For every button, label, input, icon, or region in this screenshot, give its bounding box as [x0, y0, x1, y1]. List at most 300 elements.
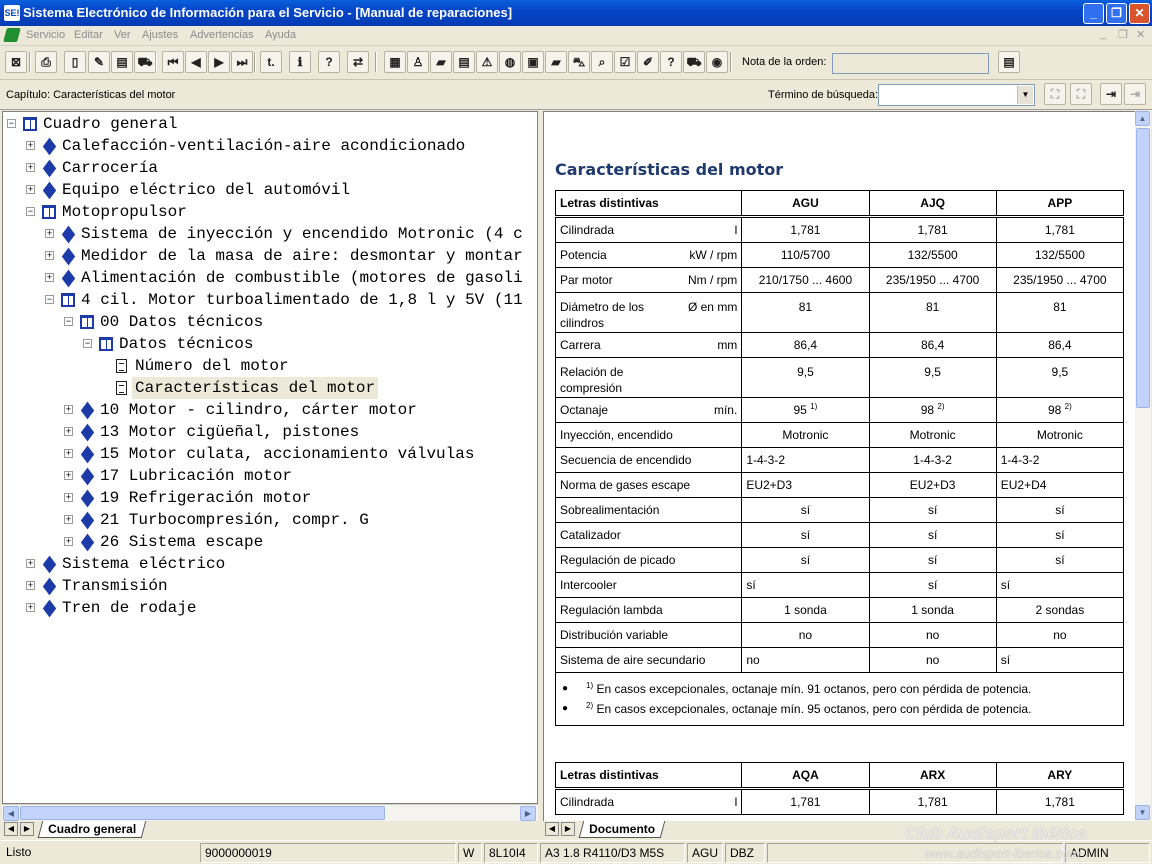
tree-node-label: Tren de rodaje [62, 599, 197, 617]
checklist-icon[interactable]: ☑ [614, 51, 636, 73]
tree-node-label: Calefacción-ventilación-aire acondicionado [62, 137, 466, 155]
row-label: Norma de gases escape [560, 478, 691, 492]
row-unit: mín. [713, 403, 738, 417]
cell-value: 1-4-3-2 [913, 453, 952, 467]
scroll-down-icon[interactable]: ▼ [1135, 805, 1150, 820]
tree-node-label: 10 Motor - cilindro, cárter motor [100, 401, 417, 419]
collapse-icon[interactable]: − [8, 118, 15, 128]
table-cell [869, 648, 996, 673]
closed-book-icon [43, 578, 56, 596]
tree-node-label: Carrocería [62, 159, 159, 177]
status-user: ADMIN [1065, 843, 1150, 863]
jump-in-icon[interactable]: ⇥ [1100, 83, 1122, 105]
open-book-icon [61, 293, 75, 307]
table-cell [869, 623, 996, 648]
cell-value: 81 [925, 300, 940, 314]
cell-value: 1,781 [917, 223, 948, 237]
table-cell [742, 548, 869, 573]
footnote-ref: 2) [1064, 402, 1072, 411]
table-row [556, 423, 1124, 448]
status-w: W [458, 843, 482, 863]
row-label: Intercooler [560, 578, 617, 592]
table-cell [996, 473, 1123, 498]
cell-value: 9,5 [797, 365, 814, 379]
row-label: Carrera [560, 338, 601, 352]
status-text: Listo [6, 845, 32, 859]
table-row [556, 523, 1124, 548]
table-cell [742, 473, 869, 498]
row-label: Regulación lambda [560, 603, 663, 617]
closed-book-icon [81, 512, 94, 530]
table-cell [996, 333, 1123, 358]
cell-value: sí [927, 528, 938, 542]
tab-prev-icon[interactable]: ◀ [545, 822, 559, 836]
menu-ajustes[interactable]: Ajustes [142, 29, 179, 41]
cell-value: EU2+D4 [1000, 478, 1047, 492]
car-icon[interactable]: ⛟ [134, 51, 156, 73]
cell-value: Motronic [909, 428, 956, 442]
status-order-number: 9000000019 [200, 843, 456, 863]
footnote-text: En casos excepcionales, octanaje mín. 95 octanos, pero con pérdida de potencia. [596, 702, 1032, 716]
row-label: Relación de compresión [560, 365, 624, 395]
tree-node-label: 19 Refrigeración motor [100, 489, 312, 507]
title-bar [0, 0, 1152, 26]
disk-icon[interactable]: ◉ [706, 51, 728, 73]
row-label: Inyección, encendido [560, 428, 673, 442]
tree-node-label: 4 cil. Motor turboalimentado de 1,8 l y 5V (11 [81, 291, 523, 309]
info-icon[interactable]: ℹ [289, 51, 311, 73]
closed-book-icon [81, 534, 94, 552]
table-cell [742, 243, 869, 268]
table-cell [996, 598, 1123, 623]
cell-value: 1-4-3-2 [1000, 453, 1040, 467]
scroll-thumb[interactable] [1136, 128, 1150, 408]
cell-value: sí [800, 528, 811, 542]
search-next-icon[interactable]: ⛶ [1070, 83, 1092, 105]
cell-value: no [746, 653, 760, 667]
table-cell [869, 217, 996, 243]
toolbar-separator [29, 52, 31, 72]
cell-value: no [925, 653, 940, 667]
table-cell [742, 573, 869, 598]
cell-value: sí [800, 553, 811, 567]
list-icon[interactable]: ▤ [453, 51, 475, 73]
table-row [556, 217, 1124, 243]
footnote-ref: 1) [810, 402, 818, 411]
scroll-up-icon[interactable]: ▲ [1135, 111, 1150, 126]
tree-node-label: Sistema eléctrico [62, 555, 226, 573]
watermark-url: www.audisport-iberica.com [925, 846, 1081, 861]
table-cell [869, 243, 996, 268]
person-icon[interactable]: ♙ [407, 51, 429, 73]
table-row [556, 548, 1124, 573]
cell-value: no [1053, 628, 1067, 642]
row-label: Octanaje [560, 403, 609, 417]
menu-bar [0, 26, 1152, 46]
search-term-select[interactable] [878, 84, 1035, 106]
table-cell [869, 333, 996, 358]
row-unit: l [734, 795, 738, 809]
collapse-icon[interactable]: − [65, 316, 72, 326]
cell-value: sí [1000, 578, 1011, 592]
closed-book-icon [81, 424, 94, 442]
table-cell [869, 293, 996, 333]
cell-value: 1,781 [917, 795, 948, 809]
menu-ayuda[interactable]: Ayuda [265, 29, 296, 41]
closed-book-icon [43, 600, 56, 618]
closed-book-icon [62, 248, 75, 266]
table-row [556, 333, 1124, 358]
question-doc-icon[interactable]: ? [660, 51, 682, 73]
restore-button[interactable]: ❐ [1106, 3, 1127, 24]
closed-book-icon [81, 402, 94, 420]
footnote-mark: 2) [586, 701, 594, 710]
tree-node-label: 00 Datos técnicos [100, 313, 264, 331]
table-cell [869, 598, 996, 623]
collapse-icon[interactable]: − [84, 338, 91, 348]
engine-spec-table [555, 190, 1124, 726]
manual-icon[interactable]: ▰ [430, 51, 452, 73]
menu-ver[interactable]: Ver [114, 29, 131, 41]
menu-servicio[interactable]: Servicio [26, 29, 66, 41]
cell-value: no [798, 628, 813, 642]
window-title: Sistema Electrónico de Información para el Servicio - [Manual de reparaciones] [23, 5, 513, 20]
row-label: Secuencia de encendido [560, 453, 692, 467]
cell-value: EU2+D3 [909, 478, 956, 492]
calculator-icon[interactable]: ▦ [384, 51, 406, 73]
expand-icon[interactable]: + [65, 536, 72, 546]
row-label: Sobrealimentación [560, 503, 660, 517]
table-cell [996, 217, 1123, 243]
cell-value: 1 sonda [784, 603, 827, 617]
cell-value: sí [1055, 503, 1065, 517]
app-logo-icon: SE! [4, 5, 20, 21]
help-icon[interactable]: ? [318, 51, 340, 73]
table-cell [742, 623, 869, 648]
truck-icon[interactable]: ⛟ [683, 51, 705, 73]
table-cell [869, 398, 996, 423]
cell-value: 235/1950 ... 4700 [1013, 273, 1107, 287]
tree-node-label: Características del motor [132, 377, 378, 399]
jump-out-icon[interactable]: ⇥ [1124, 83, 1146, 105]
closed-book-icon [81, 446, 94, 464]
cell-value: 86,4 [920, 338, 945, 352]
closed-book-icon [43, 182, 56, 200]
close-button[interactable]: ✕ [1129, 3, 1150, 24]
open-book-icon [42, 205, 56, 219]
table-cell [869, 548, 996, 573]
collapse-icon[interactable]: − [27, 206, 34, 216]
row-label: Distribución variable [560, 628, 669, 642]
cell-value: Motronic [782, 428, 829, 442]
header-cell-engine: APP [996, 191, 1123, 217]
table-cell [869, 423, 996, 448]
expand-icon[interactable]: + [46, 250, 53, 260]
table-cell [996, 623, 1123, 648]
table-cell [996, 293, 1123, 333]
closed-book-icon [43, 556, 56, 574]
table-cell [869, 473, 996, 498]
expand-icon[interactable]: + [27, 558, 34, 568]
tree-node-label: 26 Sistema escape [100, 533, 264, 551]
cell-value: sí [927, 503, 938, 517]
document-app-icon[interactable] [3, 28, 21, 42]
footnote-ref: 2) [937, 402, 945, 411]
table-cell [742, 423, 869, 448]
cell-value: 210/1750 ... 4600 [758, 273, 853, 287]
next-icon[interactable]: ▶ [208, 51, 230, 73]
tab-documento[interactable]: Documento [579, 821, 666, 838]
cell-value: sí [1055, 528, 1065, 542]
search-car-icon[interactable]: ⌕ [591, 51, 613, 73]
expand-icon[interactable]: + [65, 514, 72, 524]
tree-node-label: 15 Motor culata, accionamiento válvulas [100, 445, 475, 463]
collapse-icon[interactable]: − [46, 294, 53, 304]
table-cell [996, 448, 1123, 473]
cell-value: 110/5700 [780, 248, 830, 262]
row-unit: mm [717, 338, 738, 352]
row-label: Regulación de picado [560, 553, 676, 567]
header-cell-engine: AQA [742, 763, 869, 789]
cell-value: sí [927, 578, 938, 592]
header-cell-engine: AGU [742, 191, 869, 217]
header-cell-label: Letras distintivas [556, 763, 742, 789]
table-row [556, 789, 1124, 815]
row-label: Sistema de aire secundario [560, 653, 706, 667]
tree-node-label: Número del motor [135, 357, 289, 375]
mdi-minimize-button[interactable]: _ [1100, 28, 1107, 40]
table-cell [742, 498, 869, 523]
mdi-restore-button[interactable]: ❐ [1118, 29, 1128, 41]
closed-book-icon [43, 138, 56, 156]
table-row [556, 473, 1124, 498]
document-title: Características del motor [555, 160, 784, 179]
expand-icon[interactable]: + [65, 404, 72, 414]
table-row [556, 648, 1124, 673]
open-book-icon [23, 117, 37, 131]
footnotes [556, 673, 1124, 726]
status-gearbox: DBZ [725, 843, 765, 863]
table-cell [869, 358, 996, 398]
cell-value: 1 sonda [911, 603, 954, 617]
expand-icon[interactable]: + [65, 426, 72, 436]
last-icon[interactable]: ⏭ [231, 51, 253, 73]
chapter-label: Capítulo: Características del motor [6, 89, 176, 101]
expand-icon[interactable]: + [65, 448, 72, 458]
chevron-down-icon[interactable]: ▼ [1017, 86, 1033, 104]
closed-book-icon [62, 226, 75, 244]
row-unit: Nm / rpm [687, 273, 738, 287]
tree-node-label: Alimentación de combustible (motores de gasoli [81, 269, 523, 287]
menu-advertencias[interactable]: Advertencias [190, 29, 254, 41]
table-row [556, 398, 1124, 423]
tree-tab-bar [2, 821, 538, 839]
cell-value: 2 sondas [1035, 603, 1085, 617]
row-label: Catalizador [560, 528, 621, 542]
row-label: Potencia [560, 248, 607, 262]
cell-value: sí [1000, 653, 1011, 667]
table-cell [996, 358, 1123, 398]
expand-icon[interactable]: + [27, 184, 34, 194]
scroll-right-icon[interactable]: ▶ [520, 806, 536, 821]
closed-book-icon [62, 270, 75, 288]
order-note-button[interactable]: ▤ [998, 51, 1020, 73]
save-icon[interactable]: ▣ [522, 51, 544, 73]
cell-value: 86,4 [1048, 338, 1072, 352]
cell-value: sí [927, 553, 938, 567]
table-cell [742, 293, 869, 333]
table-cell [742, 598, 869, 623]
order-note-label: Nota de la orden: [742, 56, 827, 68]
table-cell [742, 523, 869, 548]
table-row [556, 448, 1124, 473]
print-icon[interactable]: ⎙ [35, 51, 57, 73]
table-cell [742, 333, 869, 358]
cell-value: 1,781 [1044, 795, 1075, 809]
minimize-button[interactable]: _ [1083, 3, 1104, 24]
status-code: 8L10I4 [484, 843, 538, 863]
search-prev-icon[interactable]: ⛶ [1044, 83, 1066, 105]
tree-node-label: Motopropulsor [62, 203, 187, 221]
engine-spec-table-2 [555, 762, 1124, 815]
swap-icon[interactable]: ⇄ [347, 51, 369, 73]
toolbar-separator [254, 52, 256, 72]
row-unit: l [734, 223, 738, 237]
exit-icon[interactable]: ⊠ [5, 51, 27, 73]
table-cell [742, 398, 869, 423]
prev-icon[interactable]: ◀ [185, 51, 207, 73]
new-doc-icon[interactable]: ▯ [64, 51, 86, 73]
table-cell [742, 789, 869, 815]
first-icon[interactable]: ⏮ [162, 51, 184, 73]
header-cell-label: Letras distintivas [556, 191, 742, 217]
table-row [556, 358, 1124, 398]
tree-node-label: Transmisión [62, 577, 168, 595]
cell-value: 86,4 [793, 338, 818, 352]
tree-node-label: Datos técnicos [119, 335, 254, 353]
expand-icon[interactable]: + [27, 580, 34, 590]
navigation-tree [2, 111, 538, 804]
table-cell [742, 358, 869, 398]
table-cell [869, 498, 996, 523]
edit-doc-icon[interactable]: ✎ [88, 51, 110, 73]
notes-icon[interactable]: ▤ [111, 51, 133, 73]
cell-value: 1,781 [1044, 223, 1075, 237]
table-cell [996, 268, 1123, 293]
table-cell [742, 448, 869, 473]
footnote-mark: 1) [586, 681, 594, 690]
mdi-close-button[interactable]: ✕ [1136, 29, 1146, 41]
footnote [562, 679, 1117, 699]
cell-value: 95 [793, 403, 807, 417]
warning-icon[interactable]: ⚠ [476, 51, 498, 73]
row-label: Par motor [560, 273, 613, 287]
table-row [556, 498, 1124, 523]
document-view [543, 111, 1136, 822]
cell-value: 9,5 [1051, 365, 1069, 379]
table-cell [996, 548, 1123, 573]
expand-icon[interactable]: + [27, 602, 34, 612]
cell-value: 1-4-3-2 [746, 453, 785, 467]
cell-value: sí [800, 503, 811, 517]
menu-editar[interactable]: Editar [74, 29, 103, 41]
cell-value: 81 [798, 300, 813, 314]
document-vertical-scrollbar[interactable] [1135, 111, 1151, 822]
tree-node-label: Cuadro general [43, 115, 178, 133]
table-row [556, 268, 1124, 293]
open-book-icon [80, 315, 94, 329]
order-note-input[interactable] [832, 53, 989, 74]
tab-prev-icon[interactable]: ◀ [4, 822, 18, 836]
expand-icon[interactable]: + [27, 140, 34, 150]
scroll-left-icon[interactable]: ◀ [3, 806, 19, 821]
table-cell [742, 217, 869, 243]
table-cell [996, 423, 1123, 448]
tree-node-label: Sistema de inyección y encendido Motronic (4 c [81, 225, 523, 243]
watermark-text: Club Audisport Ibérica [905, 824, 1087, 843]
tab-cuadro-general[interactable]: Cuadro general [38, 821, 147, 838]
table-row [556, 623, 1124, 648]
up-level-icon[interactable]: t. [260, 51, 282, 73]
toolbar-separator [375, 52, 377, 72]
scroll-thumb[interactable] [20, 806, 385, 820]
expand-icon[interactable]: + [65, 470, 72, 480]
globe-icon[interactable]: ◍ [499, 51, 521, 73]
expand-icon[interactable]: + [27, 162, 34, 172]
cell-value: sí [746, 578, 756, 592]
table-cell [996, 523, 1123, 548]
cell-value: 1,781 [790, 223, 821, 237]
bullet-icon: ● [562, 703, 569, 714]
tab-next-icon[interactable]: ▶ [20, 822, 34, 836]
row-unit: kW / rpm [689, 248, 738, 262]
table-cell [742, 648, 869, 673]
closed-book-icon [81, 468, 94, 486]
status-engine: AGU [687, 843, 723, 863]
open-book-icon [99, 337, 113, 351]
tab-next-icon[interactable]: ▶ [561, 822, 575, 836]
bullet-icon: ● [562, 683, 569, 694]
expand-icon[interactable]: + [65, 492, 72, 502]
expand-icon[interactable]: + [46, 272, 53, 282]
book-icon[interactable]: ▰ [545, 51, 567, 73]
row-label: Cilindrada [560, 795, 615, 809]
edit-icon[interactable]: ✐ [637, 51, 659, 73]
row-unit: Ø en mm [687, 300, 738, 314]
cell-value: sí [1055, 553, 1065, 567]
status-model: A3 1.8 R4110/D3 M5S [540, 843, 685, 863]
toolbar-separator [730, 52, 732, 72]
table-row [556, 293, 1124, 333]
tree-node-label: 21 Turbocompresión, compr. G [100, 511, 369, 529]
expand-icon[interactable]: + [46, 228, 53, 238]
table-row [556, 243, 1124, 268]
table-cell [996, 498, 1123, 523]
tree-horizontal-scrollbar[interactable] [2, 804, 538, 821]
tree-node-label: 13 Motor cigüeñal, pistones [100, 423, 360, 441]
table-row [556, 598, 1124, 623]
cell-value: Motronic [1036, 428, 1083, 442]
table-cell [869, 448, 996, 473]
cell-value: 81 [1053, 300, 1067, 314]
vehicle-icon[interactable]: ⛍ [568, 51, 590, 73]
header-cell-engine: ARX [869, 763, 996, 789]
cell-value: 9,5 [924, 365, 941, 379]
header-cell-engine: AJQ [869, 191, 996, 217]
row-label: Cilindrada [560, 223, 615, 237]
tree-node-label: 17 Lubricación motor [100, 467, 293, 485]
cell-value: 1,781 [790, 795, 821, 809]
